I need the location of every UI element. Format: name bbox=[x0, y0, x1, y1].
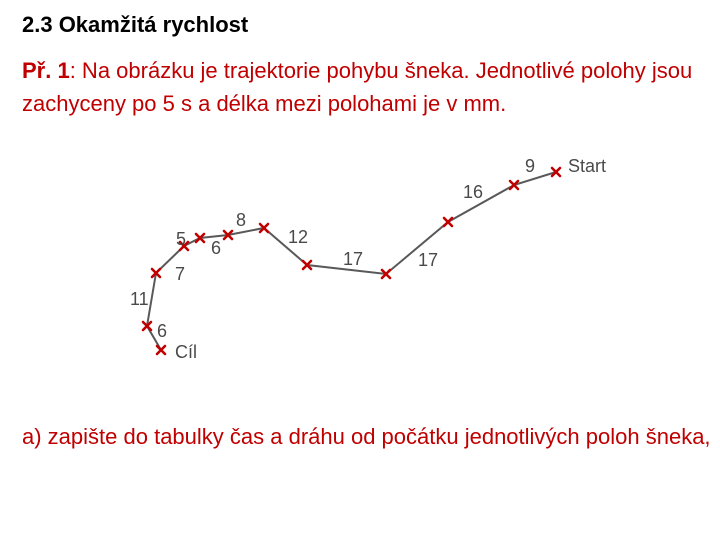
segment-label: 8 bbox=[236, 210, 247, 230]
segment-label: 7 bbox=[175, 264, 186, 284]
segment-label: 9 bbox=[525, 156, 536, 176]
segment-label: 6 bbox=[157, 321, 168, 341]
end-label: Cíl bbox=[175, 342, 197, 362]
segment-label: 12 bbox=[288, 227, 309, 247]
position-marker bbox=[157, 346, 165, 354]
segment-label: 17 bbox=[343, 249, 364, 269]
segment-label: 17 bbox=[418, 250, 439, 270]
figure-labels bbox=[130, 156, 606, 362]
position-marker bbox=[444, 218, 452, 226]
task-a: a) zapište do tabulky čas a dráhu od počátku jednotlivých poloh šneka, bbox=[22, 424, 711, 449]
segment-label: 16 bbox=[463, 182, 484, 202]
segment-label: 5 bbox=[176, 229, 187, 249]
segment-label: 11 bbox=[130, 289, 149, 309]
problem-number: Př. 1 bbox=[22, 58, 70, 83]
segment-label: 6 bbox=[211, 238, 222, 258]
problem-text: : Na obrázku je trajektorie pohybu šneka. Jednotlivé polohy jsou zachyceny po 5 s a délka mezi polohami je v mm. bbox=[22, 58, 693, 116]
heading: 2.3 Okamžitá rychlost bbox=[22, 12, 249, 37]
start-label: Start bbox=[568, 156, 607, 176]
